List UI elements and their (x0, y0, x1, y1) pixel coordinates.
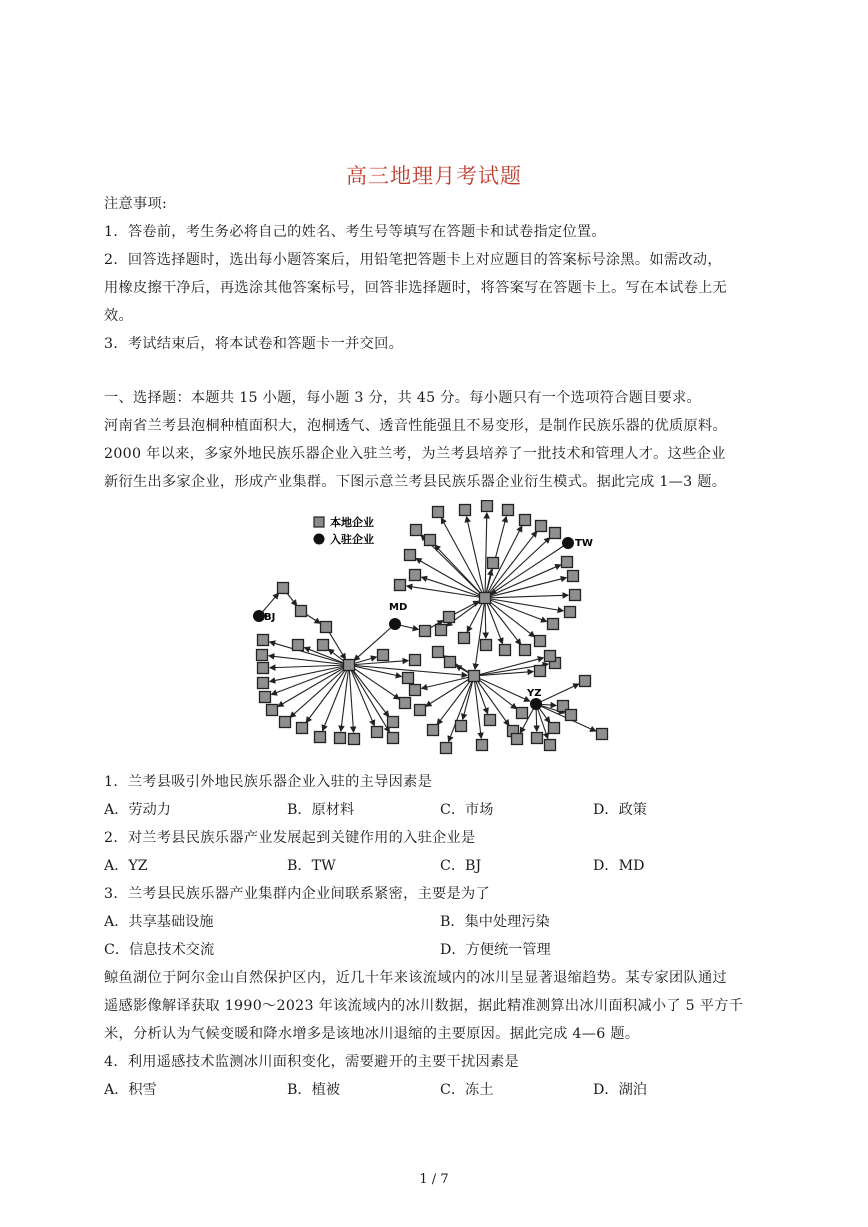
q3-option-c[interactable]: C．信息技术交流 (104, 942, 215, 958)
q3-option-d[interactable]: D．方便统一管理 (440, 942, 551, 958)
page-title: 高三地理月考试题 (346, 164, 522, 188)
local-enterprise-node (548, 619, 559, 630)
local-enterprise-node (318, 640, 329, 651)
local-enterprise-node (445, 657, 456, 668)
label-tw: TW (575, 538, 593, 549)
q4-option-a[interactable]: A．积雪 (104, 1082, 157, 1098)
local-enterprise-node (258, 663, 269, 674)
local-enterprise-node (257, 650, 268, 661)
local-enterprise-node (378, 650, 389, 661)
local-enterprise-node (315, 732, 326, 743)
legend-local-icon (314, 517, 324, 527)
q1-option-c[interactable]: C．市场 (440, 802, 494, 818)
local-enterprise-node (545, 740, 556, 751)
local-enterprise-node (335, 733, 346, 744)
local-enterprise-node (388, 733, 399, 744)
hub-enterprise-node (344, 660, 355, 671)
local-enterprise-node (260, 692, 271, 703)
passage-1-line-3: 新衍生出多家企业，形成产业集群。下图示意兰考县民族乐器企业衍生模式。据此完成 1—3 题。 (104, 474, 727, 490)
local-enterprise-node (532, 733, 543, 744)
local-enterprise-node (460, 505, 471, 516)
notes-heading: 注意事项: (104, 196, 168, 212)
local-enterprise-node (410, 655, 421, 666)
enterprise-derivation-diagram (250, 500, 620, 762)
local-enterprise-node (420, 626, 431, 637)
q1-option-b[interactable]: B．原材料 (287, 802, 355, 818)
legend-incoming-label: 入驻企业 (330, 533, 374, 546)
local-enterprise-node (321, 622, 332, 633)
legend-local-label: 本地企业 (330, 516, 374, 529)
local-enterprise-node (520, 515, 531, 526)
q1-option-d[interactable]: D．政策 (593, 802, 647, 818)
local-enterprise-node (500, 645, 511, 656)
local-enterprise-node (482, 501, 493, 512)
q2-option-c[interactable]: C．BJ (440, 858, 482, 874)
local-enterprise-node (485, 715, 496, 726)
incoming-enterprise-md (389, 618, 401, 630)
legend-incoming-icon (314, 534, 325, 545)
local-enterprise-node (405, 550, 416, 561)
local-enterprise-node (403, 673, 414, 684)
local-enterprise-node (456, 721, 467, 732)
local-enterprise-node (415, 705, 426, 716)
local-enterprise-node (477, 740, 488, 751)
local-enterprise-node (410, 570, 421, 581)
incoming-enterprise-yz (530, 698, 542, 710)
question-4-stem: 4．利用遥感技术监测冰川面积变化，需要避开的主要干扰因素是 (104, 1054, 519, 1070)
local-enterprise-node (293, 640, 304, 651)
question-2-stem: 2．对兰考县民族乐器产业发展起到关键作用的入驻企业是 (104, 830, 476, 846)
local-enterprise-node (388, 717, 399, 728)
local-enterprise-node (425, 535, 436, 546)
section-heading: 一、选择题：本题共 15 小题，每小题 3 分，共 45 分。每小题只有一个选项符合题目要求。 (104, 390, 702, 406)
local-enterprise-node (428, 725, 439, 736)
label-md: MD (389, 602, 408, 613)
local-enterprise-node (280, 717, 291, 728)
notes-item-1: 1．答卷前，考生务必将自己的姓名、考生号等填写在答题卡和试卷指定位置。 (104, 224, 606, 240)
hub-enterprise-node (469, 671, 480, 682)
local-enterprise-node (297, 723, 308, 734)
local-enterprise-node (258, 635, 269, 646)
derivation-arrow (485, 513, 487, 598)
local-enterprise-node (535, 666, 546, 677)
local-enterprise-node (580, 676, 591, 687)
derivation-arrow (485, 595, 568, 598)
local-enterprise-node (410, 685, 421, 696)
local-enterprise-node (433, 507, 444, 518)
legend (314, 515, 375, 546)
local-enterprise-node (520, 645, 531, 656)
q4-option-b[interactable]: B．植被 (287, 1082, 340, 1098)
local-enterprise-node (258, 678, 269, 689)
derivation-arrow (278, 665, 349, 706)
local-enterprise-node (568, 571, 579, 582)
local-enterprise-node (503, 505, 514, 516)
local-enterprise-node (411, 525, 422, 536)
local-enterprise-node (550, 528, 561, 539)
derivation-arrow (407, 586, 485, 598)
local-enterprise-node (395, 580, 406, 591)
question-1-stem: 1．兰考县吸引外地民族乐器企业入驻的主导因素是 (104, 774, 433, 790)
notes-item-2-line-1: 2．回答选择题时，选出每小题答案后，用铅笔把答题卡上对应题目的答案标号涂黑。如需改动， (104, 252, 722, 268)
local-enterprise-node (545, 651, 556, 662)
local-enterprise-node (566, 710, 577, 721)
label-yz: YZ (527, 688, 542, 699)
local-enterprise-node (444, 612, 455, 623)
q3-option-b[interactable]: B．集中处理污染 (440, 914, 550, 930)
q4-option-c[interactable]: C．冻土 (440, 1082, 494, 1098)
q4-option-d[interactable]: D．湖泊 (593, 1082, 647, 1098)
passage-2-line-2: 遥感影像解译获取 1990～2023 年该流域内的冰川数据，据此精准测算出冰川面积减小了 5 平方千 (104, 998, 744, 1014)
local-enterprise-node (535, 636, 546, 647)
incoming-enterprise-tw (562, 537, 574, 549)
q2-option-a[interactable]: A．YZ (104, 858, 148, 874)
notes-item-2-line-2: 用橡皮擦干净后，再选涂其他答案标号，回答非选择题时，将答案写在答题卡上。写在本试卷上无 (104, 280, 727, 296)
local-enterprise-node (488, 558, 499, 569)
local-enterprise-node (441, 743, 452, 754)
derivation-arrow (349, 665, 389, 732)
hub-enterprise-node (480, 593, 491, 604)
notes-item-2-line-3: 效。 (104, 308, 133, 324)
passage-2-line-3: 米，分析认为气候变暖和降水增多是该地冰川退缩的主要原因。据此完成 4—6 题。 (104, 1026, 640, 1042)
local-enterprise-node (536, 521, 547, 532)
local-enterprise-node (562, 557, 573, 568)
page-number: 1 / 7 (419, 1172, 449, 1187)
local-enterprise-node (481, 640, 492, 651)
label-bj: BJ (264, 612, 276, 623)
local-enterprise-node (597, 729, 608, 740)
local-enterprise-node (349, 734, 360, 745)
local-enterprise-node (459, 633, 470, 644)
question-3-stem: 3．兰考县民族乐器产业集群内企业间联系紧密，主要是为了 (104, 886, 491, 902)
q1-option-a[interactable]: A．劳动力 (104, 802, 171, 818)
passage-1-line-2: 2000 年以来，多家外地民族乐器企业入驻兰考，为兰考县培养了一批技术和管理人才。这些企业 (104, 446, 726, 462)
passage-2-line-1: 鲸鱼湖位于阿尔金山自然保护区内，近几十年来该流域内的冰川呈显著退缩趋势。某专家团队通过 (104, 970, 727, 986)
local-enterprise-node (278, 583, 289, 594)
local-enterprise-node (517, 708, 528, 719)
q2-option-b[interactable]: B．TW (287, 858, 336, 874)
local-enterprise-node (512, 734, 523, 745)
q2-option-d[interactable]: D．MD (593, 858, 645, 874)
local-enterprise-node (296, 606, 307, 617)
local-enterprise-node (433, 647, 444, 658)
local-enterprise-node (549, 723, 560, 734)
notes-item-3: 3．考试结束后，将本试卷和答题卡一并交回。 (104, 336, 404, 352)
local-enterprise-node (372, 727, 383, 738)
passage-1-line-1: 河南省兰考县泡桐种植面积大，泡桐透气、透音性能强且不易变形，是制作民族乐器的优质原料。 (104, 418, 727, 434)
q3-option-a[interactable]: A．共享基础设施 (104, 914, 214, 930)
derivation-arrow (467, 517, 485, 598)
local-enterprise-node (267, 705, 278, 716)
local-enterprise-node (400, 698, 411, 709)
local-enterprise-node (436, 625, 447, 636)
derivation-arrow (485, 598, 563, 611)
derivation-arrow (290, 665, 349, 717)
local-enterprise-node (570, 590, 581, 601)
local-enterprise-node (565, 607, 576, 618)
